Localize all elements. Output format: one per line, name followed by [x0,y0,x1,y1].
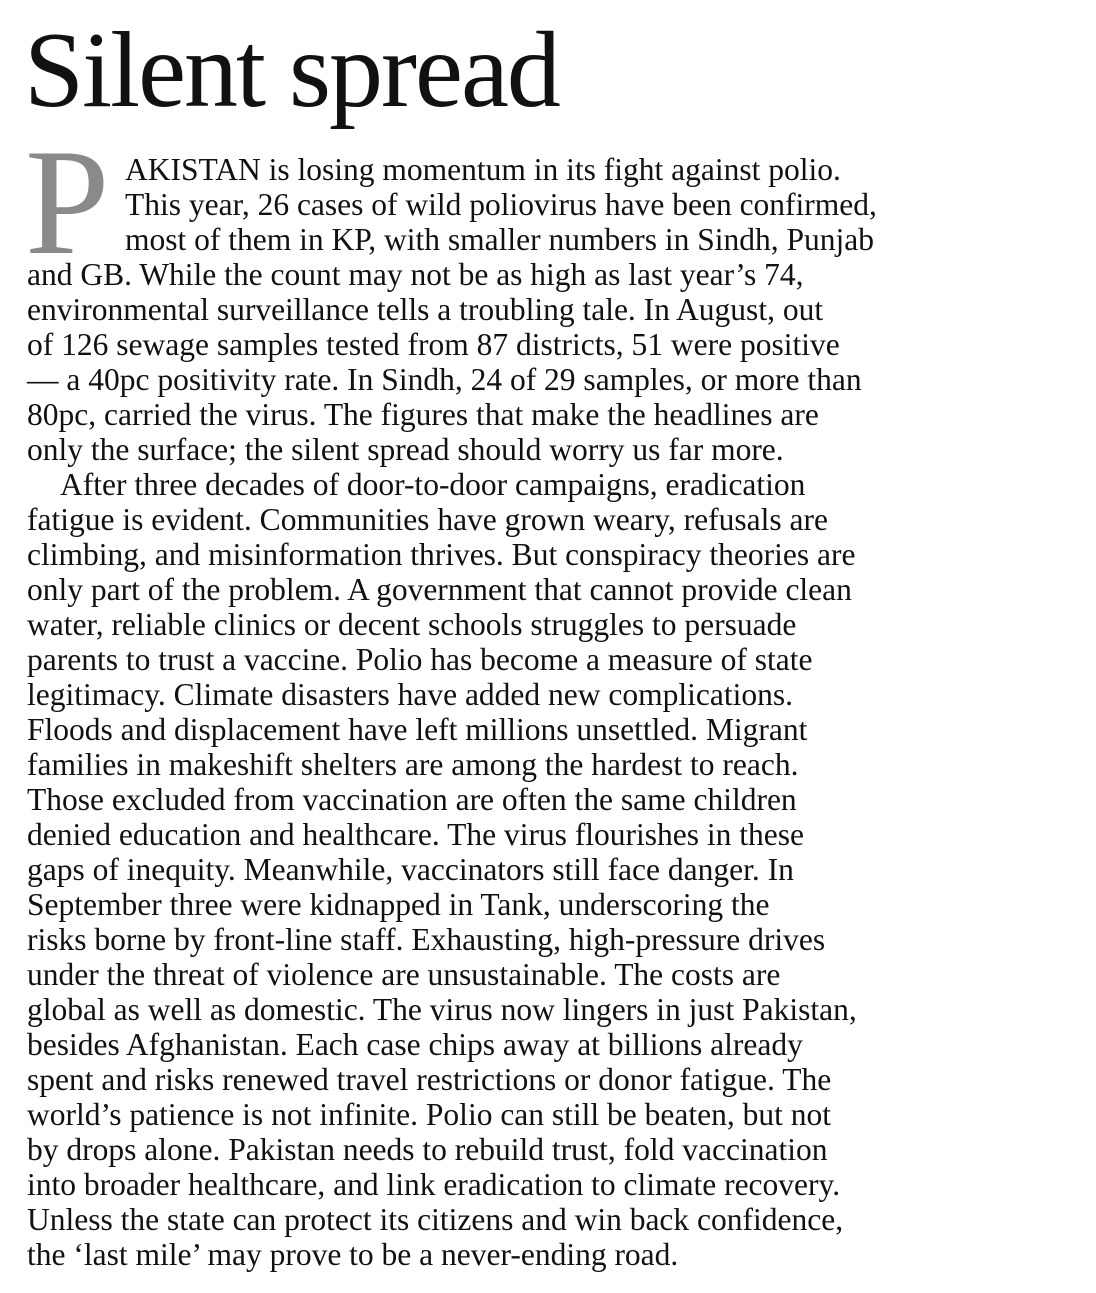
text-line: under the threat of violence are unsustainable. The costs are [27,957,781,992]
text-line: only the surface; the silent spread should worry us far more. [27,432,784,467]
text-line: world’s patience is not infinite. Polio can still be beaten, but not [27,1097,831,1132]
text-line: spent and risks renewed travel restrictions or donor fatigue. The [27,1062,832,1097]
text-line: Unless the state can protect its citizens and win back confidence, [27,1202,844,1237]
text-line: This year, 26 cases of wild poliovirus have been confirmed, [125,187,877,222]
text-line: gaps of inequity. Meanwhile, vaccinators still face danger. In [27,852,794,887]
text-line: risks borne by front-line staff. Exhausting, high-pressure drives [27,922,826,957]
text-line: legitimacy. Climate disasters have added new complications. [27,677,793,712]
drop-cap: P [25,118,110,286]
text-line: by drops alone. Pakistan needs to rebuild trust, fold vaccination [27,1132,828,1167]
paragraph-1 [27,152,1077,467]
text-line: into broader healthcare, and link eradication to climate recovery. [27,1167,841,1202]
text-line: the ‘last mile’ may prove to be a never-ending road. [27,1237,679,1272]
text-line: most of them in KP, with smaller numbers in Sindh, Punjab [125,222,874,257]
text-line: After three decades of door-to-door campaigns, eradication [60,467,806,502]
text-line: denied education and healthcare. The virus flourishes in these [27,817,805,852]
text-line: — a 40pc positivity rate. In Sindh, 24 of 29 samples, or more than [27,362,862,397]
text-line: families in makeshift shelters are among the hardest to reach. [27,747,799,782]
text-line: September three were kidnapped in Tank, underscoring the [27,887,770,922]
article-body [25,118,1077,1272]
text-line: of 126 sewage samples tested from 87 districts, 51 were positive [27,327,840,362]
text-line: Floods and displacement have left millions unsettled. Migrant [27,712,808,747]
text-line: fatigue is evident. Communities have grown weary, refusals are [27,502,828,537]
text-line: global as well as domestic. The virus now lingers in just Pakistan, [27,992,857,1027]
paragraph-2 [27,467,1077,1272]
text-line: water, reliable clinics or decent schools struggles to persuade [27,607,797,642]
text-line: only part of the problem. A government that cannot provide clean [27,572,852,607]
text-line: climbing, and misinformation thrives. But conspiracy theories are [27,537,856,572]
text-line: besides Afghanistan. Each case chips away at billions already [27,1027,803,1062]
text-line: environmental surveillance tells a troubling tale. In August, out [27,292,824,327]
text-line: AKISTAN is losing momentum in its fight against polio. [125,152,841,187]
headline: Silent spread [24,11,559,130]
text-line: Those excluded from vaccination are often the same children [27,782,797,817]
text-line: and GB. While the count may not be as high as last year’s 74, [27,257,804,292]
text-line: parents to trust a vaccine. Polio has become a measure of state [27,642,813,677]
text-line: 80pc, carried the virus. The figures that make the headlines are [27,397,819,432]
